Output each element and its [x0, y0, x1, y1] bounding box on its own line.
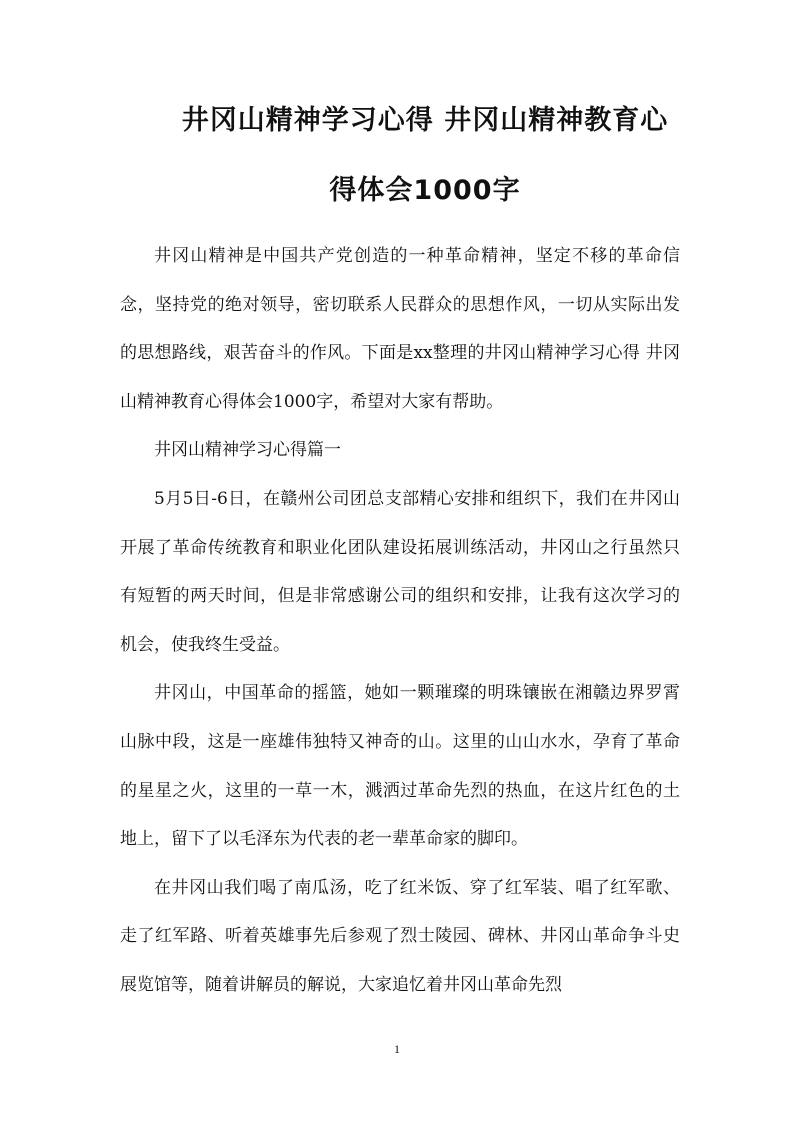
section-heading: 井冈山精神学习心得篇一	[154, 440, 341, 461]
body-paragraph: 在井冈山我们喝了南瓜汤，吃了红米饭、穿了红军装、唱了红军歌、走了红军路、听着英雄事先后参观了烈士陵园、碑林、井冈山革命争斗史展览馆等，随着讲解员的解说，大家追忆着井冈山革命先烈	[120, 877, 680, 995]
page-number: 1	[394, 1042, 400, 1056]
body-paragraph: 井冈山，中国革命的摇篮，她如一颗璀璨的明珠镶嵌在湘赣边界罗霄山脉中段，这是一座雄伟独特又神奇的山。这里的山山水水，孕育了革命的星星之火，这里的一草一木，溅洒过革命先烈的热血，在这片红色的土地上，留下了以毛泽东为代表的老一辈革命家的脚印。	[120, 683, 680, 850]
document-title-line-1: 井冈山精神学习心得 井冈山精神教育心	[181, 105, 669, 136]
intro-paragraph: 井冈山精神是中国共产党创造的一种革命精神，坚定不移的革命信念，坚持党的绝对领导，密切联系人民群众的思想作风，一切从实际出发的思想路线，艰苦奋斗的作风。下面是xx整理的井冈山精神学习心得 井冈山精神教育心得体会1000字，希望对大家有帮助。	[120, 246, 680, 412]
body-paragraph: 5月5日-6日，在赣州公司团总支部精心安排和组织下，我们在井冈山开展了革命传统教育和职业化团队建设拓展训练活动，井冈山之行虽然只有短暂的两天时间，但是非常感谢公司的组织和安排，让我有这次学习的机会，使我终生受益。	[120, 488, 680, 655]
document-body	[120, 232, 680, 1010]
document-title-line-2: 得体会1000字	[329, 175, 521, 206]
